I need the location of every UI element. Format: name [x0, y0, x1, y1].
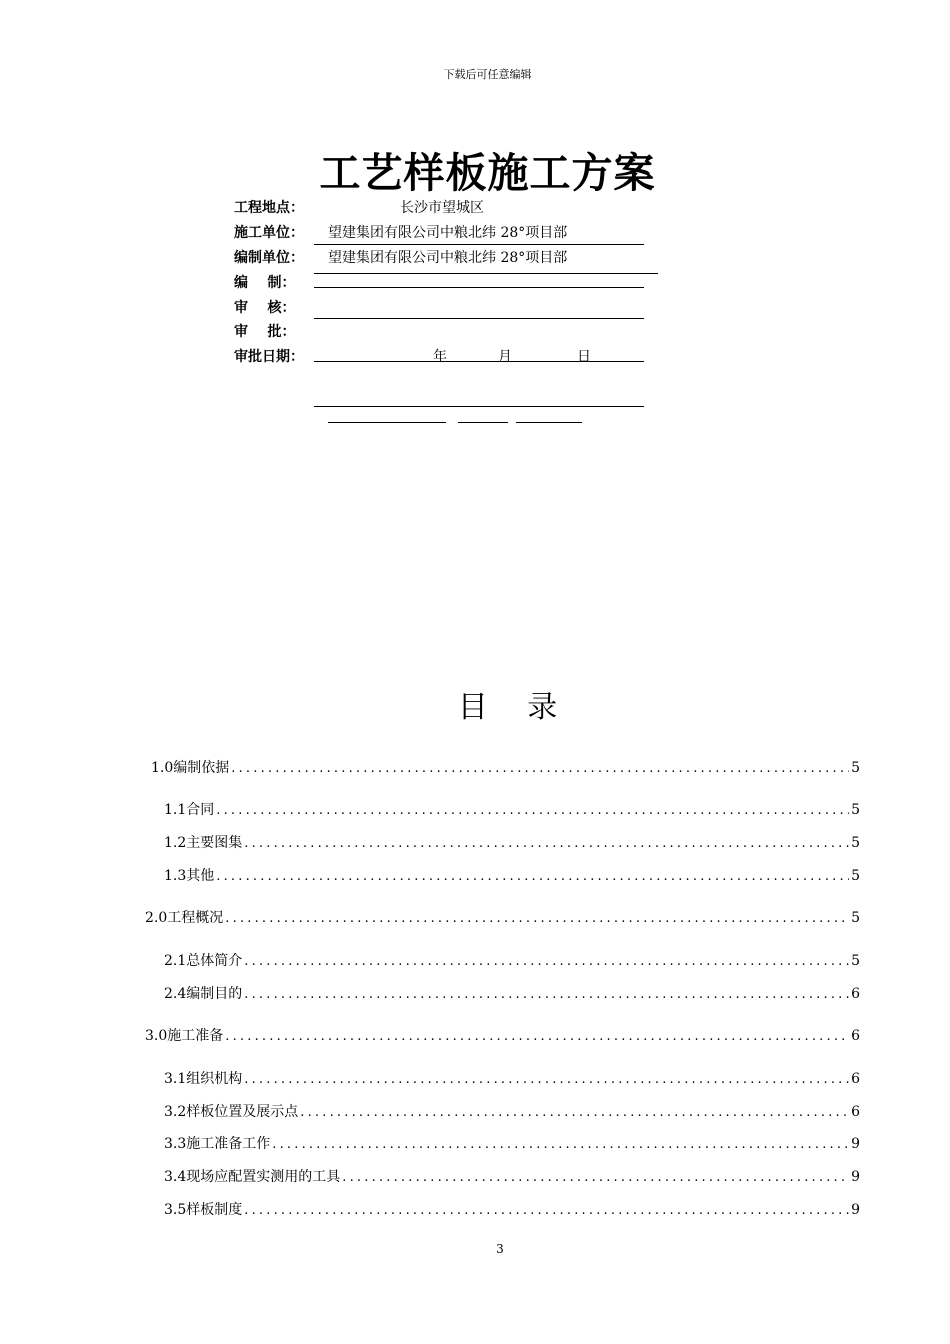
- toc-entry[interactable]: [164, 1068, 860, 1088]
- approver-label: 审 批：: [234, 324, 296, 340]
- approval-date-month: 月: [498, 349, 512, 365]
- approval-date-day: 日: [577, 349, 591, 365]
- approval-date-underline: [314, 361, 644, 362]
- toc-leader-dots: [244, 954, 849, 969]
- toc-entry-page: 5: [851, 802, 860, 818]
- toc-entry[interactable]: [164, 865, 860, 885]
- toc-entry[interactable]: [164, 1133, 860, 1153]
- compiler-label: 编 制：: [234, 275, 296, 291]
- page-number: 3: [496, 1242, 504, 1256]
- construction-unit-value: 望建集团有限公司中粮北纬 28°项目部: [328, 225, 568, 241]
- toc-entry-label: 1.3其他: [164, 868, 215, 884]
- construction-unit-underline: [314, 244, 644, 245]
- blank-line-short: [516, 422, 582, 423]
- toc-entry-label: 2.1总体简介: [164, 953, 243, 969]
- toc-entry-page: 5: [851, 910, 860, 926]
- toc-leader-dots: [342, 1170, 849, 1185]
- toc-entry[interactable]: [145, 1025, 860, 1045]
- toc-entry[interactable]: [164, 950, 860, 970]
- compiler-underline: [314, 287, 644, 288]
- toc-entry[interactable]: [151, 757, 860, 777]
- toc-entry[interactable]: [164, 983, 860, 1003]
- toc-title: 目 录: [457, 690, 558, 725]
- approval-date-label: 审批日期：: [234, 349, 304, 365]
- toc-entry-page: 6: [851, 986, 860, 1002]
- toc-entry-label: 1.1合同: [164, 802, 215, 818]
- toc-entry-label: 3.2样板位置及展示点: [164, 1104, 299, 1120]
- toc-leader-dots: [244, 1072, 849, 1087]
- toc-leader-dots: [244, 1203, 849, 1218]
- blank-line-short: [458, 422, 508, 423]
- toc-entry[interactable]: [164, 1199, 860, 1219]
- toc-leader-dots: [216, 869, 849, 884]
- toc-entry-page: 5: [851, 868, 860, 884]
- toc-leader-dots: [216, 803, 849, 818]
- document-title: 工艺样板施工方案: [319, 149, 656, 197]
- toc-entry[interactable]: [164, 1101, 860, 1121]
- toc-entry-label: 1.2主要图集: [164, 835, 243, 851]
- location-value: 长沙市望城区: [400, 200, 484, 216]
- compiling-unit-label: 编制单位：: [234, 250, 304, 266]
- toc-entry-label: 3.4现场应配置实测用的工具: [164, 1169, 341, 1185]
- toc-entry-page: 9: [851, 1169, 860, 1185]
- toc-entry-label: 3.3施工准备工作: [164, 1136, 271, 1152]
- toc-entry-label: 2.4编制目的: [164, 986, 243, 1002]
- toc-leader-dots: [272, 1137, 849, 1152]
- toc-entry-label: 3.5样板制度: [164, 1202, 243, 1218]
- toc-entry[interactable]: [164, 799, 860, 819]
- toc-leader-dots: [225, 1029, 849, 1044]
- toc-entry-page: 5: [851, 953, 860, 969]
- toc-entry-page: 5: [851, 760, 860, 776]
- blank-line-short: [328, 422, 446, 423]
- construction-unit-label: 施工单位：: [234, 225, 304, 241]
- toc-entry-page: 6: [851, 1071, 860, 1087]
- blank-line: [314, 406, 644, 407]
- reviewer-underline: [314, 318, 644, 319]
- toc-entry-label: 3.0施工准备: [145, 1028, 224, 1044]
- header-note: 下载后可任意编辑: [443, 68, 532, 81]
- toc-leader-dots: [231, 761, 849, 776]
- reviewer-label: 审 核：: [234, 300, 296, 316]
- toc-entry-label: 2.0工程概况: [145, 910, 224, 926]
- location-label: 工程地点：: [234, 200, 304, 216]
- toc-leader-dots: [244, 836, 849, 851]
- toc-entry[interactable]: [145, 907, 860, 927]
- toc-entry[interactable]: [164, 1166, 860, 1186]
- toc-entry-page: 9: [851, 1202, 860, 1218]
- compiling-unit-underline: [314, 273, 658, 274]
- toc-leader-dots: [300, 1105, 849, 1120]
- compiling-unit-value: 望建集团有限公司中粮北纬 28°项目部: [328, 250, 568, 266]
- toc-entry-label: 1.0编制依据: [151, 760, 230, 776]
- toc-entry-page: 9: [851, 1136, 860, 1152]
- toc-entry-label: 3.1组织机构: [164, 1071, 243, 1087]
- approval-date-year: 年: [433, 349, 447, 365]
- toc-entry-page: 6: [851, 1028, 860, 1044]
- toc-entry[interactable]: [164, 832, 860, 852]
- toc-entry-page: 6: [851, 1104, 860, 1120]
- toc-entry-page: 5: [851, 835, 860, 851]
- toc-leader-dots: [225, 911, 849, 926]
- toc-leader-dots: [244, 987, 849, 1002]
